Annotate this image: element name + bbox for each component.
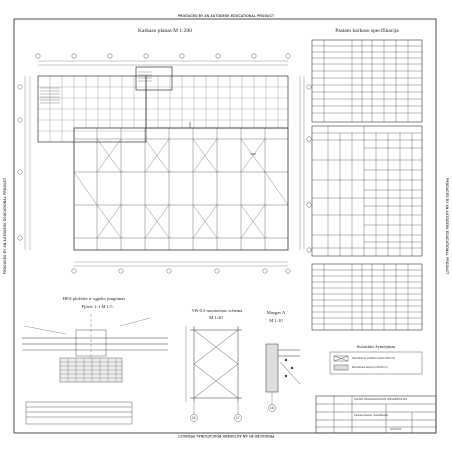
vr-title: VR-0,3 montavimo schema — [191, 308, 243, 313]
educational-stamp-bottom: PRODUCED BY AN AUTODESK EDUCATIONAL PRODUCT — [177, 434, 275, 438]
vr-schema — [186, 326, 242, 422]
axis-label-16: 16 — [192, 416, 196, 420]
educational-stamp-left: PRODUCED BY AN AUTODESK EDUCATIONAL PRODUCT — [3, 177, 7, 275]
mazgas-subtitle: M 1:10 — [269, 318, 283, 323]
vr-subtitle: M 1:20 — [209, 315, 223, 320]
plan-title: Karkaso planas M 1:200 — [138, 28, 192, 34]
titleblock-code: LD-KS-01 — [390, 428, 402, 431]
educational-stamp-right: PRODUCED BY AN AUTODESK EDUCATIONAL PRODUCT — [445, 177, 449, 275]
hes-title: HES plokštės ir sągelio jungtimas — [62, 296, 126, 301]
axis-label-mazgas: 16 — [270, 406, 274, 410]
spec-table-2 — [312, 126, 422, 256]
mazgas-a — [266, 344, 300, 412]
spec-table-3 — [312, 264, 422, 330]
hes-subtitle: Pjūvis 1-1 M 1:5 — [81, 304, 113, 309]
karkaso-planas — [18, 54, 311, 273]
mazgas-title: Mazgas A — [266, 310, 286, 315]
educational-stamp-top: PRODUCED BY AN AUTODESK EDUCATIONAL PRODUCT — [177, 14, 275, 18]
spec-title: Pastato karkaso specifikacija — [335, 28, 399, 34]
hes-detail — [22, 314, 168, 424]
legend-item-monolithic: Monolitinės betono (C20/25 kl.) — [352, 366, 388, 369]
titleblock-sheet-name: Karkaso planas. Specifikacija — [354, 414, 388, 417]
legend-item-precast: Surenkamos plokštės (tinklo 1RG.5T) — [352, 357, 396, 360]
titleblock-project: KAUNO TECHNOLOGIJOS UNIVERSITETAS — [354, 398, 408, 401]
axis-label-17: 17 — [236, 416, 240, 420]
spec-table-1 — [312, 40, 422, 122]
legend-title: Sutartinis žymėjimas — [356, 344, 396, 349]
legend-box — [330, 352, 422, 374]
